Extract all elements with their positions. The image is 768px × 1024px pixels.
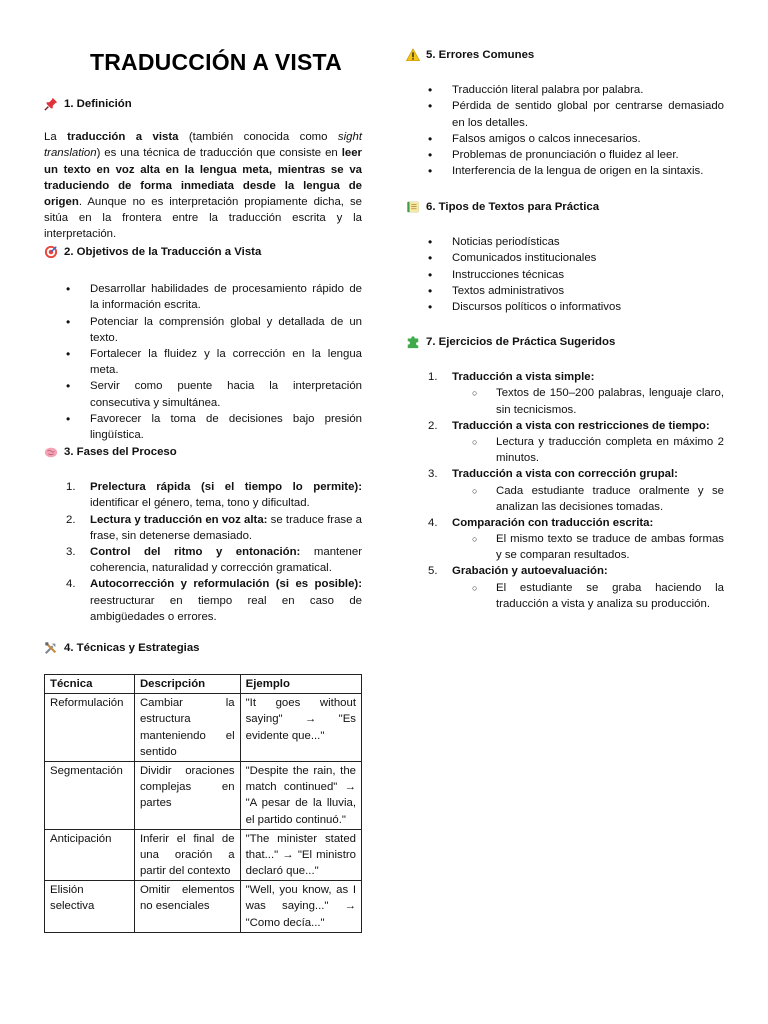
sub-item: ○ El mismo texto se traduce de ambas formas y se comparan resultados. <box>406 531 724 563</box>
item-number: 5. <box>428 565 438 578</box>
table-cell: Anticipación <box>45 829 135 881</box>
errors-list <box>406 82 724 179</box>
list-item <box>406 563 724 579</box>
list-item <box>44 479 362 511</box>
list-item <box>44 544 362 576</box>
item-number: 1. <box>66 481 76 494</box>
table-cell: Omitir elementos no esenciales <box>134 881 240 933</box>
sub-item: ○ El estudiante se graba haciendo la traducción a vista y analiza su producción. <box>406 580 724 612</box>
table-cell: "The minister stated that..." → "El ministro declaró que..." <box>240 829 361 881</box>
list-item: • Servir como puente hacia la interpretación consecutiva y simultánea. <box>44 378 362 410</box>
section-ejercicios <box>406 334 724 612</box>
book-icon <box>406 200 420 214</box>
table-header-cell: Descripción <box>134 675 240 694</box>
section-heading: 6. Tipos de Textos para Práctica <box>406 199 724 215</box>
list-item: • Potenciar la comprensión global y detallada de un texto. <box>44 314 362 346</box>
list-item: • Fortalecer la fluidez y la corrección en la lengua meta. <box>44 346 362 378</box>
exercises-list <box>406 369 724 612</box>
table-row <box>45 694 362 762</box>
section-tipos <box>406 199 724 315</box>
list-item: • Noticias periodísticas <box>406 234 724 250</box>
item-title: Grabación y autoevaluación: <box>452 565 608 578</box>
table-cell: Segmentación <box>45 761 135 829</box>
item-title: Traducción a vista con restricciones de tiempo: <box>452 419 710 432</box>
list-item: • Instrucciones técnicas <box>406 267 724 283</box>
list-item <box>44 512 362 544</box>
item-title: Autocorrección y reformulación (si es posible): <box>90 578 362 591</box>
puzzle-icon <box>406 335 420 349</box>
item-number: 4. <box>428 516 438 529</box>
section-tecnicas <box>44 640 362 656</box>
section-heading: 4. Técnicas y Estrategias <box>44 640 362 656</box>
list-item <box>406 466 724 482</box>
list-item: • Favorecer la toma de decisiones bajo presión lingüística. <box>44 411 362 443</box>
sub-item: ○ Cada estudiante traduce oralmente y se analizan las decisiones tomadas. <box>406 483 724 515</box>
phases-list <box>44 479 362 625</box>
item-title: Traducción a vista con corrección grupal: <box>452 468 678 481</box>
techniques-table <box>44 674 362 933</box>
list-item <box>44 576 362 625</box>
page-title: TRADUCCIÓN A VISTA <box>90 49 342 75</box>
list-item: • Interferencia de la lengua de origen en la sintaxis. <box>406 163 724 179</box>
section-heading: 1. Definición <box>44 96 362 112</box>
item-number: 4. <box>66 578 76 591</box>
list-item <box>406 418 724 434</box>
text-types-list <box>406 234 724 315</box>
list-item <box>406 515 724 531</box>
item-number: 2. <box>428 419 438 432</box>
list-item: • Problemas de pronunciación o fluidez al leer. <box>406 147 724 163</box>
target-icon <box>44 245 58 259</box>
section-errores <box>406 47 724 179</box>
brain-icon <box>44 445 58 459</box>
table-row <box>45 761 362 829</box>
table-header-cell: Técnica <box>45 675 135 694</box>
table-row <box>45 881 362 933</box>
table-cell: Inferir el final de una oración a partir del contexto <box>134 829 240 881</box>
item-number: 3. <box>428 468 438 481</box>
item-text: reestructurar en tiempo real en caso de ambigüedades o errores. <box>90 594 362 623</box>
section-heading: 5. Errores Comunes <box>406 47 724 63</box>
section-heading: 7. Ejercicios de Práctica Sugeridos <box>406 334 724 350</box>
table-header-row <box>45 675 362 694</box>
item-title: Lectura y traducción en voz alta: <box>90 513 268 526</box>
item-title: Comparación con traducción escrita: <box>452 516 654 529</box>
section-heading: 2. Objetivos de la Traducción a Vista <box>44 244 362 260</box>
item-title: Prelectura rápida (si el tiempo lo permite): <box>90 481 362 494</box>
item-number: 3. <box>66 545 76 558</box>
table-cell: Reformulación <box>45 694 135 762</box>
list-item: • Comunicados institucionales <box>406 250 724 266</box>
table-cell: Dividir oraciones complejas en partes <box>134 761 240 829</box>
sub-item: ○ Lectura y traducción completa en máximo 2 minutos. <box>406 434 724 466</box>
list-item: • Discursos políticos o informativos <box>406 299 724 315</box>
item-text: se traduce frase a frase, sin detenerse demasiado. <box>90 513 362 542</box>
section-heading: 3. Fases del Proceso <box>44 444 362 460</box>
table-cell: Elisión selectiva <box>45 881 135 933</box>
list-item: • Falsos amigos o calcos innecesarios. <box>406 131 724 147</box>
section-definicion <box>44 96 362 243</box>
section-objetivos <box>44 244 362 443</box>
tools-icon <box>44 641 58 655</box>
table-cell: Cambiar la estructura manteniendo el sentido <box>134 694 240 762</box>
item-number: 1. <box>428 371 438 384</box>
table-cell: "Despite the rain, the match continued" → "A pesar de la lluvia, el partido continuó." <box>240 761 361 829</box>
list-item <box>406 369 724 385</box>
list-item: • Pérdida de sentido global por centrarse demasiado en los detalles. <box>406 98 724 130</box>
definition-paragraph: La traducción a vista (también conocida como sight translation) es una técnica de traducción que consiste en leer un texto en voz alta en la lengua meta, mientras se va traduciendo de forma inmediata desde la lengua de origen. Aunque no es interpretación propiamente dicha, se sitúa en la frontera entre la traducción escrita y la interpretación. <box>44 131 362 241</box>
table-cell: "It goes without saying" → "Es evidente que..." <box>240 694 361 762</box>
item-text: mantener coherencia, naturalidad y corrección gramatical. <box>90 545 362 575</box>
item-text: identificar el género, tema, tono y dificultad. <box>90 497 310 510</box>
objectives-list <box>44 281 362 443</box>
pushpin-icon <box>44 97 58 111</box>
list-item: • Desarrollar habilidades de procesamiento rápido de la información escrita. <box>44 281 362 313</box>
sub-item: ○ Textos de 150–200 palabras, lenguaje claro, sin tecnicismos. <box>406 385 724 417</box>
item-title: Traducción a vista simple: <box>452 371 595 384</box>
item-number: 2. <box>66 513 76 526</box>
item-title: Control del ritmo y entonación: <box>90 545 301 558</box>
table-row <box>45 829 362 881</box>
warning-icon <box>406 48 420 62</box>
list-item: • Textos administrativos <box>406 283 724 299</box>
table-cell: "Well, you know, as I was saying..." → "Como decía..." <box>240 881 361 933</box>
table-header-cell: Ejemplo <box>240 675 361 694</box>
section-fases <box>44 444 362 625</box>
list-item: • Traducción literal palabra por palabra. <box>406 82 724 98</box>
